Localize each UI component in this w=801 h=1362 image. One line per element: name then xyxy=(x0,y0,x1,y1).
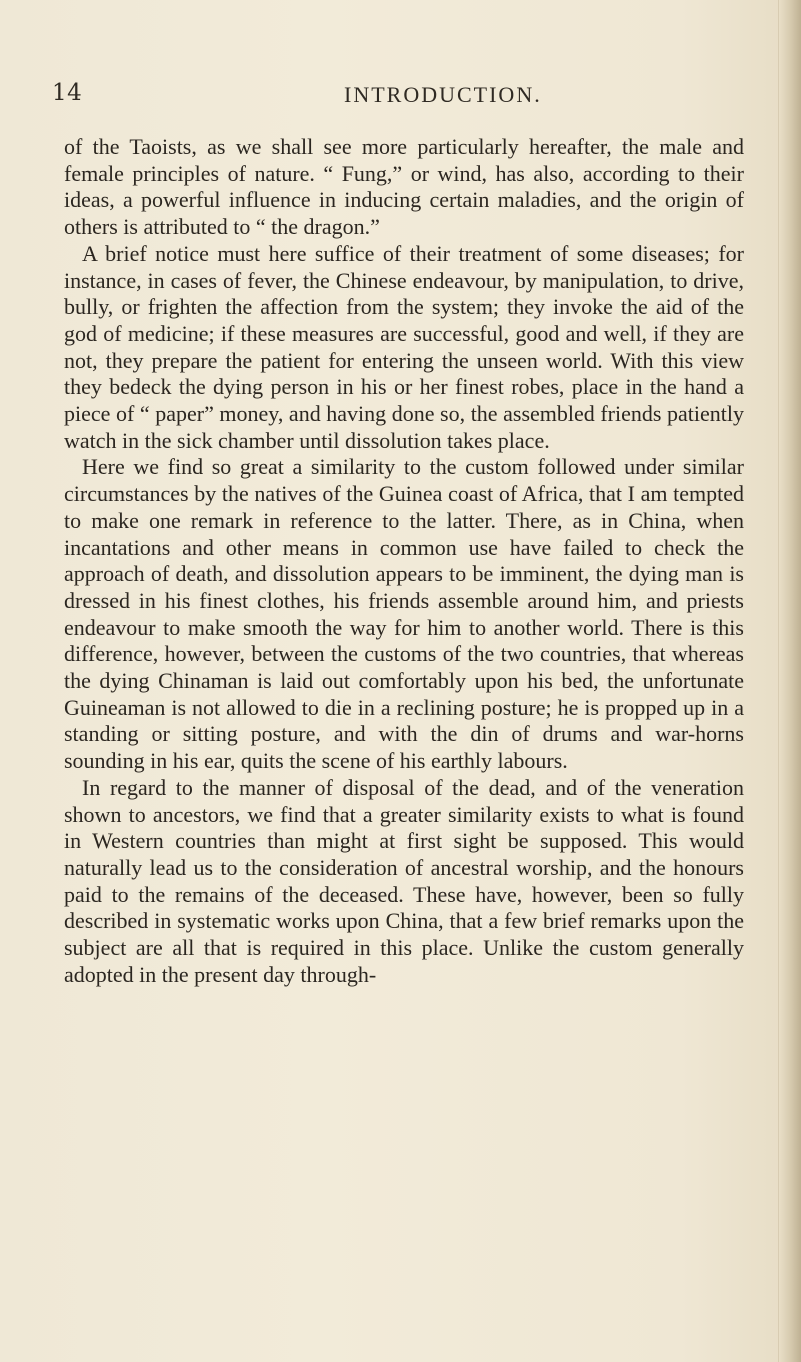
page-number: 14 xyxy=(52,80,83,106)
page-gutter-edge xyxy=(778,0,801,1362)
page-header xyxy=(0,80,801,112)
paragraph-4: In regard to the manner of disposal of the dead, and of the veneration shown to ancestors, we find that a greater similarity exists to what is found in Western countries than might at first sight be supposed. This would naturally lead us to the consideration of ancestral worship, and the honours paid to the remains of the deceased. These have, however, been so fully described in systematic works upon China, that a few brief remarks upon the subject are all that is required in this place. Unlike the custom generally adopted in the present day through- xyxy=(64,774,744,987)
running-head: INTRODUCTION. xyxy=(344,82,542,107)
paragraph-3: Here we find so great a similarity to the custom followed under similar circumstances by the natives of the Guinea coast of Africa, that I am tempted to make one remark in reference to the latter. There, as in China, when incantations and other means in common use have failed to check the approach of death, and dissolution appears to be imminent, the dying man is dressed in his finest clothes, his friends assemble around him, and priests endeavour to make smooth the way for him to another world. There is this difference, however, between the customs of the two countries, that whereas the dying Chinaman is laid out comfortably upon his bed, the unfortunate Guineaman is not allowed to die in a reclining posture; he is propped up in a standing or sitting posture, and with the din of drums and war-horns sounding in his ear, quits the scene of his earthly labours. xyxy=(64,454,744,774)
paragraph-1: of the Taoists, as we shall see more particularly hereafter, the male and female principles of nature. “ Fung,” or wind, has also, according to their ideas, a powerful influence in inducing certain maladies, and the origin of others is attributed to “ the dragon.” xyxy=(64,134,744,240)
body-text xyxy=(64,134,744,989)
paragraph-2: A brief notice must here suffice of their treatment of some diseases; for instance, in cases of fever, the Chinese endeavour, by manipulation, to drive, bully, or frighten the affection from the system; they invoke the aid of the god of medicine; if these measures are successful, good and well, if they are not, they prepare the patient for entering the unseen world. With this view they bedeck the dying person in his or her finest robes, place in the hand a piece of “ paper” money, and having done so, the assembled friends patiently watch in the sick chamber until dissolution takes place. xyxy=(64,240,744,453)
